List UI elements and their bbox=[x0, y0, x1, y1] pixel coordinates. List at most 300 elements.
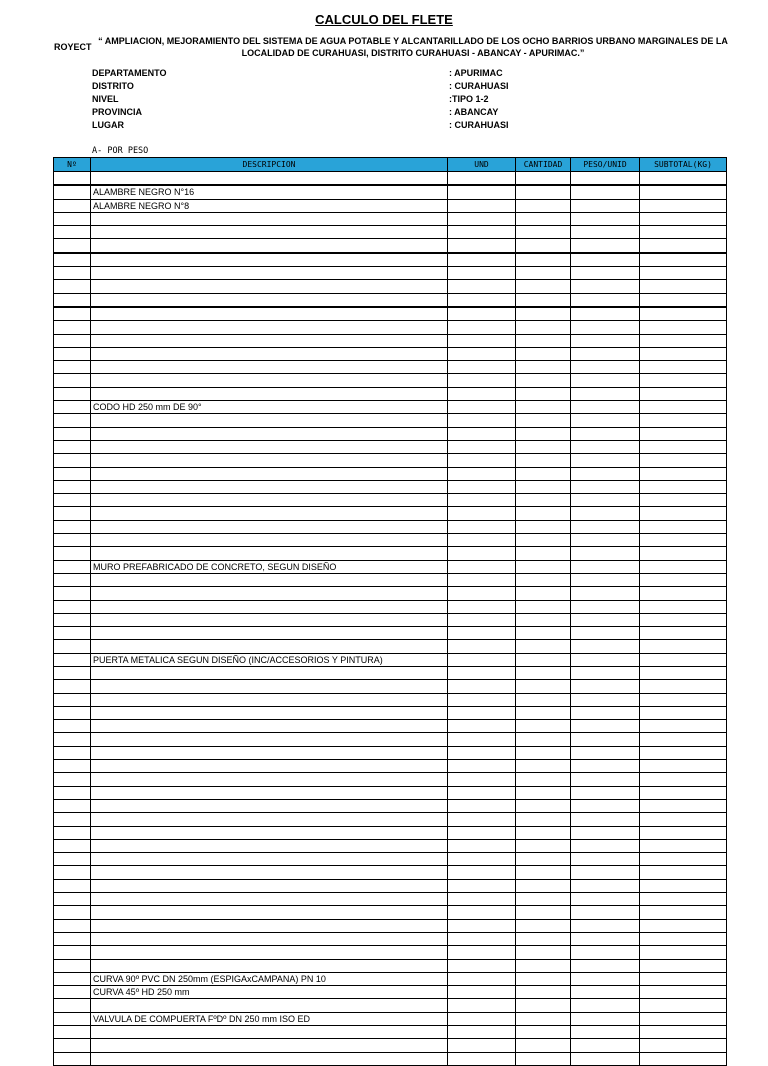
table-row bbox=[54, 680, 727, 693]
table-row bbox=[54, 547, 727, 560]
table-cell bbox=[54, 414, 91, 427]
table-cell bbox=[516, 440, 571, 453]
table-row bbox=[54, 361, 727, 374]
table-cell bbox=[448, 1039, 516, 1052]
table-row bbox=[54, 1026, 727, 1039]
description-cell bbox=[91, 879, 448, 892]
description-cell bbox=[91, 1026, 448, 1039]
table-cell bbox=[640, 853, 727, 866]
description-cell bbox=[91, 853, 448, 866]
meta-values bbox=[449, 67, 509, 132]
table-cell bbox=[571, 1026, 640, 1039]
table-cell bbox=[448, 999, 516, 1012]
meta-value: :TIPO 1-2 bbox=[449, 94, 489, 104]
section-heading: A- POR PESO bbox=[92, 146, 149, 156]
table-row bbox=[54, 440, 727, 453]
table-cell bbox=[571, 374, 640, 387]
description-cell bbox=[91, 932, 448, 945]
project-description bbox=[98, 35, 728, 59]
table-row bbox=[54, 932, 727, 945]
column-header-weight-per-unit: PESO/UNID bbox=[571, 158, 640, 172]
table-row bbox=[54, 999, 727, 1012]
description-cell bbox=[91, 239, 448, 253]
table-row bbox=[54, 826, 727, 839]
meta-label: LUGAR bbox=[92, 120, 124, 130]
table-cell bbox=[640, 172, 727, 186]
description-cell bbox=[91, 454, 448, 467]
table-row bbox=[54, 653, 727, 666]
table-cell bbox=[571, 720, 640, 733]
table-cell bbox=[54, 401, 91, 414]
table-cell bbox=[571, 959, 640, 972]
table-row bbox=[54, 467, 727, 480]
table-cell bbox=[640, 613, 727, 626]
table-cell bbox=[448, 387, 516, 400]
table-row bbox=[54, 507, 727, 520]
description-cell bbox=[91, 733, 448, 746]
table-cell bbox=[516, 172, 571, 186]
table-cell bbox=[571, 507, 640, 520]
table-row bbox=[54, 893, 727, 906]
table-cell bbox=[516, 1052, 571, 1065]
table-cell bbox=[516, 374, 571, 387]
table-cell bbox=[640, 773, 727, 786]
table-cell bbox=[54, 693, 91, 706]
table-cell bbox=[571, 427, 640, 440]
table-row bbox=[54, 587, 727, 600]
table-cell bbox=[448, 334, 516, 347]
table-cell bbox=[448, 906, 516, 919]
table-row bbox=[54, 986, 727, 999]
table-cell bbox=[516, 427, 571, 440]
table-row bbox=[54, 627, 727, 640]
table-cell bbox=[54, 600, 91, 613]
table-cell bbox=[640, 321, 727, 334]
table-cell bbox=[571, 946, 640, 959]
table-cell bbox=[640, 440, 727, 453]
table-cell bbox=[54, 972, 91, 985]
project-line-2: LOCALIDAD DE CURAHUASI, DISTRITO CURAHUASI - ABANCAY - APURIMAC.” bbox=[241, 48, 585, 58]
table-cell bbox=[640, 932, 727, 945]
table-cell bbox=[448, 893, 516, 906]
description-cell bbox=[91, 507, 448, 520]
table-cell bbox=[54, 760, 91, 773]
description-cell: VALVULA DE COMPUERTA FºDº DN 250 mm ISO ED bbox=[91, 1012, 448, 1025]
table-row bbox=[54, 253, 727, 267]
table-cell bbox=[571, 280, 640, 293]
description-cell bbox=[91, 520, 448, 533]
meta-label: DEPARTAMENTO bbox=[92, 68, 167, 78]
table-cell bbox=[54, 199, 91, 212]
table-cell bbox=[448, 760, 516, 773]
table-cell bbox=[448, 839, 516, 852]
table-row bbox=[54, 853, 727, 866]
table-cell bbox=[448, 401, 516, 414]
table-cell bbox=[516, 853, 571, 866]
table-row bbox=[54, 280, 727, 293]
table-cell bbox=[571, 999, 640, 1012]
table-cell bbox=[54, 799, 91, 812]
table-row bbox=[54, 334, 727, 347]
table-cell bbox=[516, 600, 571, 613]
table-cell bbox=[640, 293, 727, 307]
table-row bbox=[54, 720, 727, 733]
table-cell bbox=[640, 640, 727, 653]
table-cell bbox=[448, 307, 516, 321]
table-row bbox=[54, 414, 727, 427]
table-row bbox=[54, 946, 727, 959]
description-cell bbox=[91, 347, 448, 360]
description-cell bbox=[91, 321, 448, 334]
description-cell: CODO HD 250 mm DE 90° bbox=[91, 401, 448, 414]
description-cell bbox=[91, 267, 448, 280]
table-cell bbox=[54, 480, 91, 493]
description-cell bbox=[91, 640, 448, 653]
table-cell bbox=[448, 414, 516, 427]
table-row bbox=[54, 560, 727, 573]
table-cell bbox=[571, 307, 640, 321]
meta-value: : CURAHUASI bbox=[449, 120, 509, 130]
table-cell bbox=[448, 374, 516, 387]
table-cell bbox=[571, 906, 640, 919]
table-cell bbox=[54, 454, 91, 467]
table-cell bbox=[54, 932, 91, 945]
table-cell bbox=[516, 813, 571, 826]
table-cell bbox=[54, 374, 91, 387]
table-cell bbox=[516, 560, 571, 573]
description-cell bbox=[91, 866, 448, 879]
table-cell bbox=[448, 1052, 516, 1065]
table-cell bbox=[54, 866, 91, 879]
table-cell bbox=[640, 401, 727, 414]
description-cell bbox=[91, 706, 448, 719]
table-cell bbox=[571, 666, 640, 679]
table-cell bbox=[571, 199, 640, 212]
table-cell bbox=[448, 534, 516, 547]
table-cell bbox=[640, 573, 727, 586]
description-cell bbox=[91, 467, 448, 480]
table-cell bbox=[516, 507, 571, 520]
table-cell bbox=[448, 560, 516, 573]
table-cell bbox=[448, 706, 516, 719]
table-cell bbox=[54, 1039, 91, 1052]
table-cell bbox=[448, 879, 516, 892]
table-cell bbox=[516, 387, 571, 400]
description-cell bbox=[91, 666, 448, 679]
table-row bbox=[54, 746, 727, 759]
table-cell bbox=[571, 839, 640, 852]
table-cell bbox=[54, 467, 91, 480]
table-cell bbox=[571, 321, 640, 334]
table-cell bbox=[448, 212, 516, 225]
table-cell bbox=[448, 627, 516, 640]
table-cell bbox=[640, 666, 727, 679]
description-cell bbox=[91, 534, 448, 547]
table-cell bbox=[516, 720, 571, 733]
table-cell bbox=[54, 879, 91, 892]
table-cell bbox=[54, 560, 91, 573]
meta-value: : CURAHUASI bbox=[449, 81, 509, 91]
table-cell bbox=[54, 307, 91, 321]
table-cell bbox=[448, 866, 516, 879]
table-cell bbox=[54, 786, 91, 799]
column-header-description: DESCRIPCION bbox=[91, 158, 448, 172]
table-cell bbox=[516, 347, 571, 360]
table-cell bbox=[571, 879, 640, 892]
table-row bbox=[54, 959, 727, 972]
table-cell bbox=[448, 587, 516, 600]
table-row bbox=[54, 185, 727, 199]
table-cell bbox=[640, 334, 727, 347]
description-cell bbox=[91, 999, 448, 1012]
column-header-unit: UND bbox=[448, 158, 516, 172]
table-row bbox=[54, 239, 727, 253]
table-cell bbox=[516, 773, 571, 786]
table-row bbox=[54, 494, 727, 507]
table-cell bbox=[516, 799, 571, 812]
table-cell bbox=[640, 374, 727, 387]
table-cell bbox=[516, 680, 571, 693]
table-cell bbox=[516, 693, 571, 706]
table-cell bbox=[448, 520, 516, 533]
table-cell bbox=[571, 253, 640, 267]
table-cell bbox=[448, 361, 516, 374]
table-cell bbox=[640, 253, 727, 267]
table-cell bbox=[516, 467, 571, 480]
table-row bbox=[54, 321, 727, 334]
table-cell bbox=[640, 387, 727, 400]
table-cell bbox=[571, 1052, 640, 1065]
description-cell bbox=[91, 1052, 448, 1065]
table-cell bbox=[54, 999, 91, 1012]
table-cell bbox=[448, 640, 516, 653]
table-cell bbox=[448, 680, 516, 693]
table-cell bbox=[54, 773, 91, 786]
table-cell bbox=[448, 321, 516, 334]
table-row bbox=[54, 293, 727, 307]
table-cell bbox=[571, 547, 640, 560]
table-cell bbox=[640, 600, 727, 613]
table-cell bbox=[571, 494, 640, 507]
description-cell bbox=[91, 494, 448, 507]
table-cell bbox=[54, 640, 91, 653]
description-cell bbox=[91, 427, 448, 440]
table-cell bbox=[571, 172, 640, 186]
description-cell bbox=[91, 680, 448, 693]
table-cell bbox=[516, 587, 571, 600]
description-cell bbox=[91, 959, 448, 972]
table-cell bbox=[448, 440, 516, 453]
table-cell bbox=[516, 879, 571, 892]
freight-table bbox=[53, 157, 727, 1066]
table-row bbox=[54, 839, 727, 852]
table-cell bbox=[571, 387, 640, 400]
table-cell bbox=[54, 347, 91, 360]
description-cell bbox=[91, 573, 448, 586]
table-cell bbox=[54, 293, 91, 307]
table-cell bbox=[571, 467, 640, 480]
description-cell: CURVA 90º PVC DN 250mm (ESPIGAxCAMPANA) PN 10 bbox=[91, 972, 448, 985]
table-cell bbox=[571, 813, 640, 826]
table-cell bbox=[640, 799, 727, 812]
table-cell bbox=[640, 706, 727, 719]
table-cell bbox=[516, 613, 571, 626]
meta-label: PROVINCIA bbox=[92, 107, 143, 117]
table-cell bbox=[516, 212, 571, 225]
table-cell bbox=[448, 600, 516, 613]
table-cell bbox=[571, 239, 640, 253]
table-cell bbox=[516, 786, 571, 799]
table-row bbox=[54, 813, 727, 826]
table-row bbox=[54, 666, 727, 679]
table-cell bbox=[640, 986, 727, 999]
table-row bbox=[54, 613, 727, 626]
table-cell bbox=[571, 693, 640, 706]
table-cell bbox=[516, 986, 571, 999]
table-cell bbox=[448, 853, 516, 866]
table-cell bbox=[640, 693, 727, 706]
table-cell bbox=[640, 946, 727, 959]
table-cell bbox=[54, 440, 91, 453]
table-cell bbox=[54, 906, 91, 919]
table-cell bbox=[54, 494, 91, 507]
table-cell bbox=[516, 893, 571, 906]
table-cell bbox=[448, 467, 516, 480]
table-row bbox=[54, 693, 727, 706]
table-cell bbox=[54, 226, 91, 239]
meta-value: : APURIMAC bbox=[449, 68, 503, 78]
column-header-number: Nº bbox=[54, 158, 91, 172]
table-cell bbox=[571, 733, 640, 746]
table-cell bbox=[54, 427, 91, 440]
table-body bbox=[54, 172, 727, 1066]
table-cell bbox=[448, 494, 516, 507]
table-row bbox=[54, 1052, 727, 1065]
table-cell bbox=[54, 733, 91, 746]
table-row bbox=[54, 919, 727, 932]
table-cell bbox=[571, 706, 640, 719]
table-cell bbox=[448, 919, 516, 932]
table-cell bbox=[640, 1026, 727, 1039]
table-cell bbox=[54, 172, 91, 186]
table-cell bbox=[448, 199, 516, 212]
description-cell bbox=[91, 172, 448, 186]
table-cell bbox=[640, 199, 727, 212]
table-row bbox=[54, 267, 727, 280]
table-cell bbox=[640, 866, 727, 879]
table-row bbox=[54, 706, 727, 719]
table-cell bbox=[516, 239, 571, 253]
description-cell bbox=[91, 440, 448, 453]
table-cell bbox=[571, 361, 640, 374]
table-cell bbox=[516, 653, 571, 666]
table-cell bbox=[448, 733, 516, 746]
table-cell bbox=[54, 547, 91, 560]
table-cell bbox=[516, 401, 571, 414]
description-cell bbox=[91, 307, 448, 321]
table-cell bbox=[516, 280, 571, 293]
table-cell bbox=[54, 720, 91, 733]
table-cell bbox=[54, 361, 91, 374]
table-cell bbox=[516, 640, 571, 653]
table-row bbox=[54, 866, 727, 879]
description-cell bbox=[91, 906, 448, 919]
table-cell bbox=[640, 307, 727, 321]
table-cell bbox=[448, 226, 516, 239]
table-cell bbox=[54, 813, 91, 826]
table-cell bbox=[54, 573, 91, 586]
table-cell bbox=[54, 680, 91, 693]
table-cell bbox=[516, 733, 571, 746]
table-cell bbox=[448, 547, 516, 560]
table-cell bbox=[448, 172, 516, 186]
description-cell bbox=[91, 293, 448, 307]
column-header-subtotal: SUBTOTAL(KG) bbox=[640, 158, 727, 172]
table-cell bbox=[516, 307, 571, 321]
description-cell bbox=[91, 919, 448, 932]
table-cell bbox=[448, 826, 516, 839]
table-cell bbox=[571, 773, 640, 786]
table-cell bbox=[516, 185, 571, 199]
table-cell bbox=[571, 454, 640, 467]
table-cell bbox=[448, 946, 516, 959]
description-cell bbox=[91, 839, 448, 852]
table-cell bbox=[571, 212, 640, 225]
table-cell bbox=[640, 347, 727, 360]
table-cell bbox=[516, 321, 571, 334]
table-cell bbox=[640, 212, 727, 225]
table-cell bbox=[516, 414, 571, 427]
table-cell bbox=[571, 534, 640, 547]
table-cell bbox=[448, 720, 516, 733]
table-cell bbox=[571, 653, 640, 666]
table-cell bbox=[516, 1039, 571, 1052]
table-cell bbox=[571, 401, 640, 414]
table-cell bbox=[640, 427, 727, 440]
table-cell bbox=[448, 799, 516, 812]
table-cell bbox=[571, 919, 640, 932]
table-cell bbox=[54, 185, 91, 199]
table-row bbox=[54, 760, 727, 773]
page-title: CALCULO DEL FLETE bbox=[315, 12, 453, 27]
description-cell bbox=[91, 374, 448, 387]
table-cell bbox=[54, 387, 91, 400]
table-cell bbox=[571, 613, 640, 626]
table-cell bbox=[571, 560, 640, 573]
meta-label: DISTRITO bbox=[92, 81, 134, 91]
table-cell bbox=[640, 733, 727, 746]
table-cell bbox=[54, 893, 91, 906]
table-cell bbox=[516, 946, 571, 959]
table-cell bbox=[571, 893, 640, 906]
table-cell bbox=[571, 799, 640, 812]
table-cell bbox=[516, 999, 571, 1012]
description-cell bbox=[91, 226, 448, 239]
table-row bbox=[54, 520, 727, 533]
table-cell bbox=[516, 866, 571, 879]
table-cell bbox=[640, 653, 727, 666]
meta-labels bbox=[92, 67, 167, 132]
description-cell bbox=[91, 613, 448, 626]
table-cell bbox=[640, 959, 727, 972]
table-cell bbox=[448, 773, 516, 786]
table-cell bbox=[640, 267, 727, 280]
table-cell bbox=[640, 454, 727, 467]
table-cell bbox=[448, 293, 516, 307]
description-cell bbox=[91, 720, 448, 733]
table-cell bbox=[640, 507, 727, 520]
table-cell bbox=[516, 760, 571, 773]
